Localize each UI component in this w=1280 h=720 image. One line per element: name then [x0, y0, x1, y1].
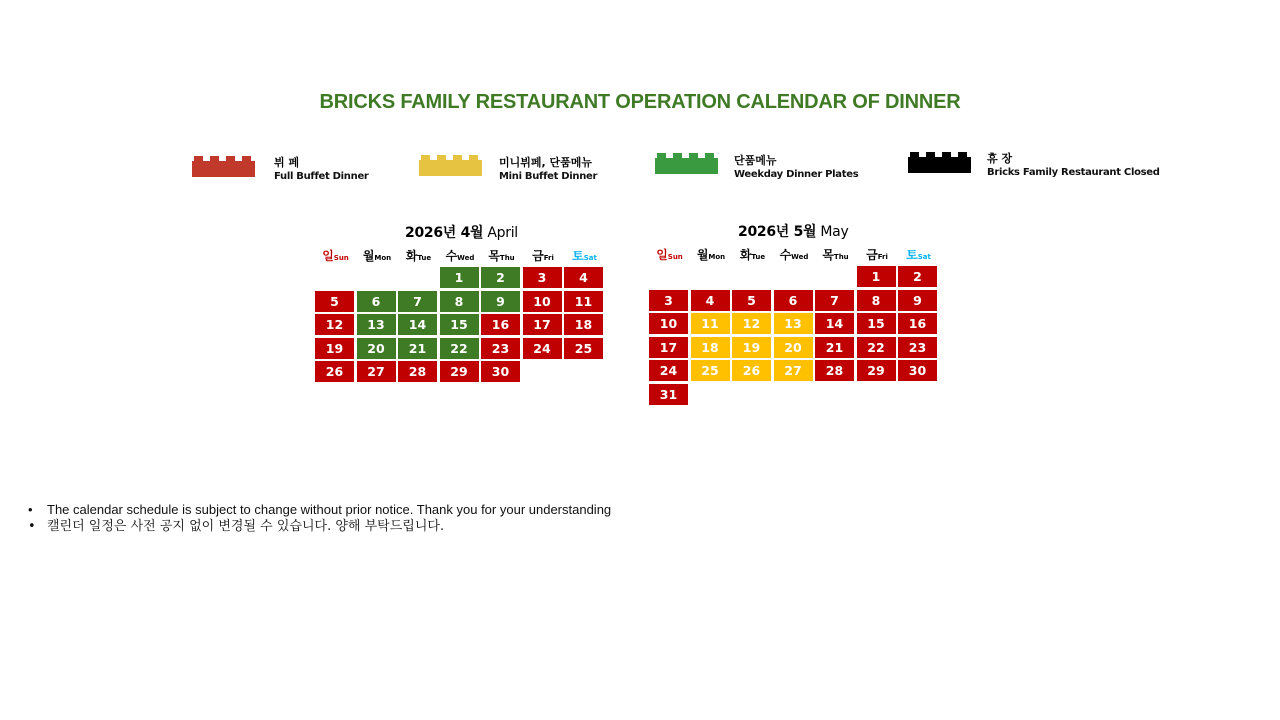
day-cell: 29 — [440, 361, 479, 382]
calendar-title-ko: 2026년 5월 — [738, 224, 817, 240]
legend-label-ko: 미니뷔페, 단품메뉴 — [499, 156, 593, 169]
day-cell: 4 — [691, 290, 730, 311]
day-cell: 19 — [732, 337, 771, 358]
weekday-ko: 목 — [822, 248, 834, 262]
day-cell: 30 — [481, 361, 520, 382]
day-cell: 1 — [440, 267, 479, 288]
weekday-en: Fri — [877, 253, 888, 261]
weekday-ko: 월 — [696, 248, 709, 262]
legend-label-en: Mini Buffet Dinner — [499, 171, 598, 182]
weekday-header-thu — [481, 247, 522, 265]
day-cell: 22 — [857, 337, 896, 358]
legend-label-ko: 단품메뉴 — [734, 154, 777, 167]
day-cell: 25 — [691, 360, 730, 381]
page-title: BRICKS FAMILY RESTAURANT OPERATION CALENDAR OF DINNER — [319, 91, 961, 113]
closed-brick-icon — [908, 152, 971, 173]
day-cell: 6 — [774, 290, 813, 311]
weekday-header-sun — [649, 246, 690, 264]
bullet-icon: • — [28, 502, 33, 517]
note-text: 캘린더 일정은 사전 공지 없이 변경될 수 있습니다. 양해 부탁드립니다. — [47, 519, 445, 534]
day-cell: 29 — [857, 360, 896, 381]
day-cell: 1 — [857, 266, 896, 287]
weekday-header-wed — [774, 246, 815, 264]
day-cell: 17 — [649, 337, 688, 358]
weekday-en: Wed — [457, 254, 475, 262]
legend-label-ko: 뷔 페 — [274, 156, 300, 169]
day-cell: 18 — [564, 314, 603, 335]
mini-buffet-brick-icon — [419, 155, 482, 176]
day-cell: 26 — [732, 360, 771, 381]
day-cell: 10 — [523, 291, 562, 312]
day-cell: 23 — [898, 337, 937, 358]
weekday-ko: 금 — [866, 248, 878, 262]
day-cell: 26 — [315, 361, 354, 382]
weekday-en: Sat — [583, 254, 597, 262]
day-cell: 8 — [440, 291, 479, 312]
weekday-en: Sun — [333, 254, 349, 262]
day-cell: 12 — [732, 313, 771, 334]
day-cell: 13 — [357, 314, 396, 335]
weekday-en: Thu — [833, 253, 849, 261]
weekday-ko: 일 — [656, 248, 668, 262]
day-cell: 30 — [898, 360, 937, 381]
day-cell: 24 — [523, 338, 562, 359]
day-cell: 18 — [691, 337, 730, 358]
day-cell: 2 — [898, 266, 937, 287]
weekday-ko: 수 — [445, 249, 458, 263]
day-cell: 28 — [398, 361, 437, 382]
calendar-title-en: April — [487, 225, 518, 241]
legend-label-en: Full Buffet Dinner — [274, 171, 369, 182]
weekday-en: Sat — [917, 253, 931, 261]
weekday-en: Tue — [417, 254, 432, 262]
day-cell: 15 — [440, 314, 479, 335]
weekday-ko: 목 — [488, 249, 500, 263]
weekday-en: Thu — [499, 254, 515, 262]
legend-label-en: Weekday Dinner Plates — [734, 169, 859, 180]
weekday-ko: 화 — [739, 248, 752, 262]
day-cell: 3 — [649, 290, 688, 311]
day-cell: 31 — [649, 384, 688, 405]
weekday-header-sat — [564, 247, 605, 265]
day-cell: 11 — [691, 313, 730, 334]
day-cell: 22 — [440, 338, 479, 359]
day-cell: 21 — [815, 337, 854, 358]
note-text: The calendar schedule is subject to change without prior notice. Thank you for your understanding — [47, 502, 612, 517]
weekday-ko: 금 — [532, 249, 544, 263]
day-cell: 28 — [815, 360, 854, 381]
bullet-icon: • — [28, 519, 36, 534]
weekday-header-wed — [440, 247, 481, 265]
weekday-ko: 일 — [322, 249, 334, 263]
legend-label-en: Bricks Family Restaurant Closed — [987, 167, 1160, 178]
weekday-en: Mon — [374, 254, 392, 262]
calendar-title-ko: 2026년 4월 — [405, 225, 484, 241]
calendar-title — [738, 221, 848, 241]
day-cell: 25 — [564, 338, 603, 359]
day-cell: 8 — [857, 290, 896, 311]
weekday-ko: 토 — [572, 249, 584, 263]
legend-label-ko: 휴 장 — [987, 152, 1013, 165]
day-cell: 17 — [523, 314, 562, 335]
day-cell: 9 — [481, 291, 520, 312]
day-cell: 7 — [398, 291, 437, 312]
day-cell: 5 — [732, 290, 771, 311]
day-cell: 13 — [774, 313, 813, 334]
calendar-title — [405, 222, 518, 242]
day-cell: 27 — [774, 360, 813, 381]
weekday-plates-brick-icon — [655, 153, 718, 174]
weekday-en: Fri — [543, 254, 554, 262]
day-cell: 2 — [481, 267, 520, 288]
weekday-header-thu — [815, 246, 856, 264]
day-cell: 20 — [774, 337, 813, 358]
weekday-header-mon — [691, 246, 732, 264]
full-buffet-brick-icon — [192, 156, 255, 177]
weekday-en: Sun — [667, 253, 683, 261]
day-cell: 3 — [523, 267, 562, 288]
weekday-header-fri — [857, 246, 898, 264]
day-cell: 14 — [815, 313, 854, 334]
calendar-title-en: May — [820, 224, 849, 240]
day-cell: 16 — [898, 313, 937, 334]
weekday-ko: 월 — [362, 249, 375, 263]
notes-list — [28, 501, 611, 535]
weekday-ko: 토 — [906, 248, 918, 262]
weekday-header-sat — [898, 246, 939, 264]
day-cell: 10 — [649, 313, 688, 334]
day-cell: 6 — [357, 291, 396, 312]
weekday-header-fri — [523, 247, 564, 265]
day-cell: 27 — [357, 361, 396, 382]
day-cell: 15 — [857, 313, 896, 334]
weekday-header-mon — [357, 247, 398, 265]
weekday-ko: 수 — [779, 248, 792, 262]
day-cell: 16 — [481, 314, 520, 335]
day-cell: 11 — [564, 291, 603, 312]
day-cell: 20 — [357, 338, 396, 359]
day-cell: 9 — [898, 290, 937, 311]
day-cell: 23 — [481, 338, 520, 359]
day-cell: 24 — [649, 360, 688, 381]
weekday-header-tue — [732, 246, 773, 264]
note-item-ko — [28, 518, 611, 535]
day-cell: 21 — [398, 338, 437, 359]
weekday-en: Tue — [751, 253, 766, 261]
weekday-header-sun — [315, 247, 356, 265]
day-cell: 4 — [564, 267, 603, 288]
day-cell: 14 — [398, 314, 437, 335]
day-cell: 12 — [315, 314, 354, 335]
day-cell: 7 — [815, 290, 854, 311]
weekday-en: Mon — [708, 253, 726, 261]
weekday-ko: 화 — [405, 249, 418, 263]
weekday-en: Wed — [791, 253, 809, 261]
weekday-header-tue — [398, 247, 439, 265]
day-cell: 19 — [315, 338, 354, 359]
note-item-en — [28, 501, 611, 518]
day-cell: 5 — [315, 291, 354, 312]
